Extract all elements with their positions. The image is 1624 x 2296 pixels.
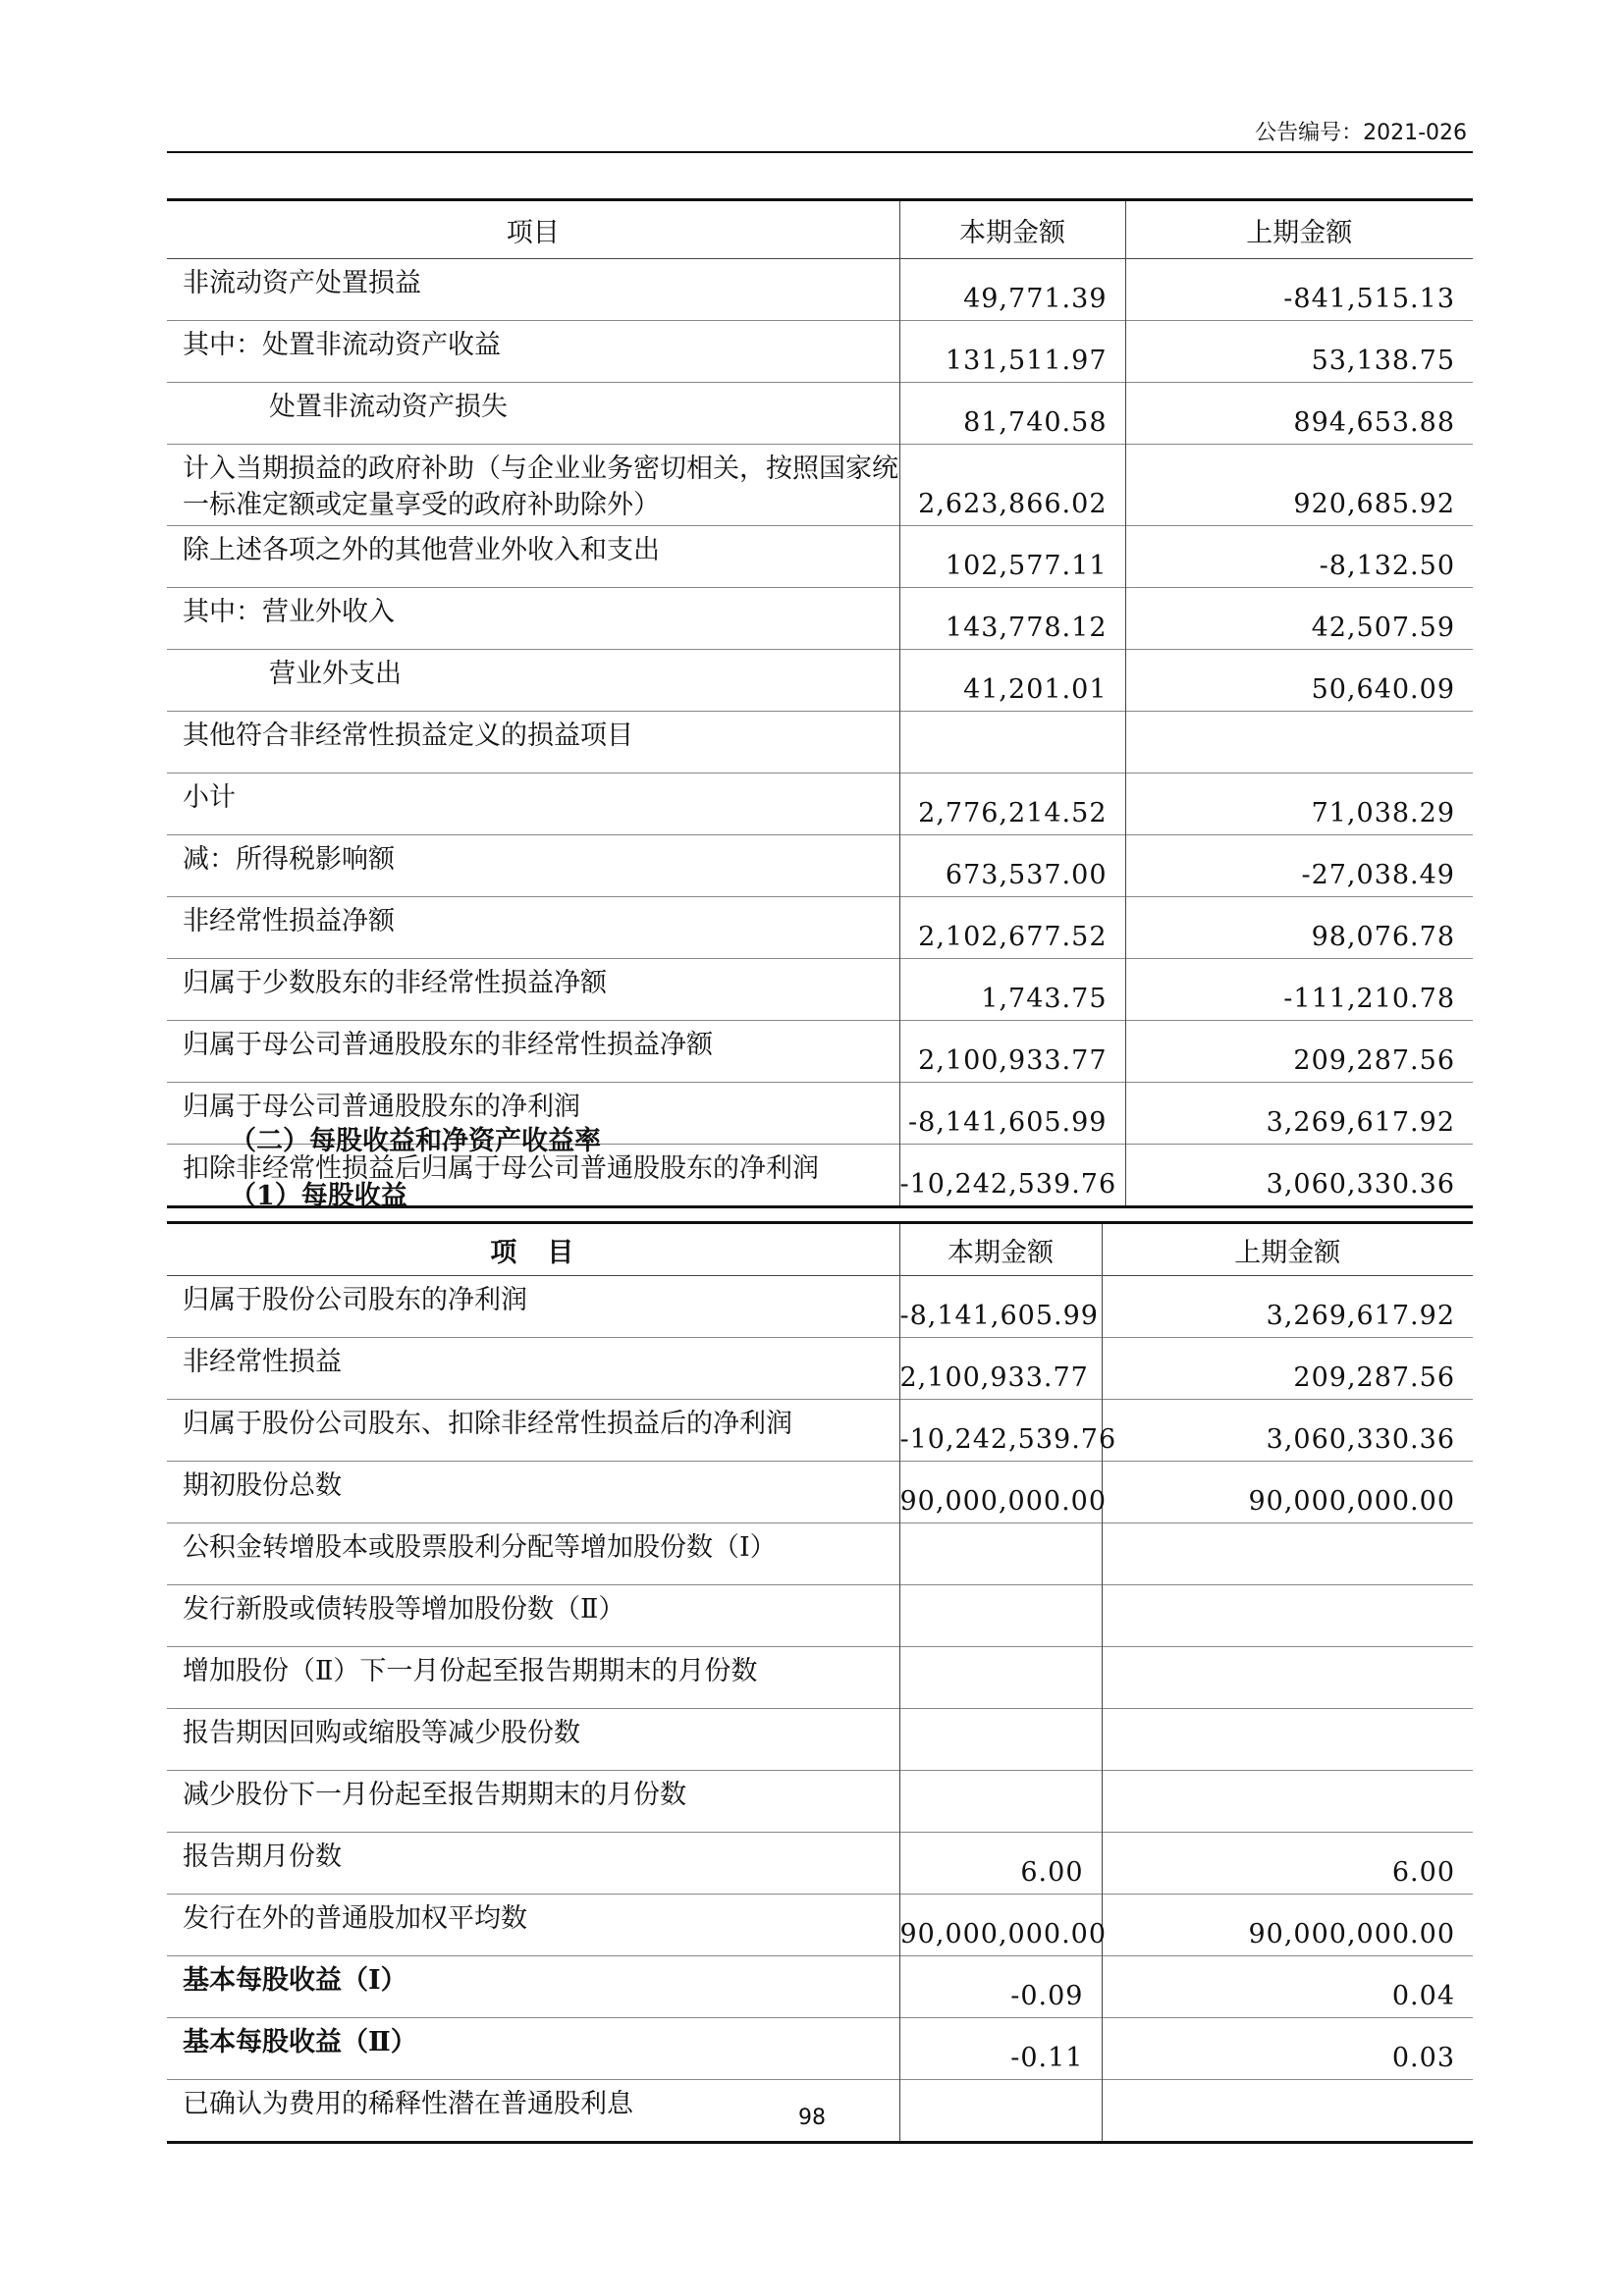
row-label: 其中：处置非流动资产收益 xyxy=(167,321,899,383)
column-header-prior: 上期金额 xyxy=(1102,1223,1473,1276)
prior-amount xyxy=(1102,1771,1473,1833)
prior-amount xyxy=(1125,712,1473,774)
column-header-current: 本期金额 xyxy=(899,200,1125,259)
prior-amount: 90,000,000.00 xyxy=(1102,1895,1473,1956)
table-row xyxy=(167,1338,1473,1400)
current-amount: 49,771.39 xyxy=(899,259,1125,321)
table-row xyxy=(167,959,1473,1021)
table-row xyxy=(167,1523,1473,1585)
row-label: 归属于少数股东的非经常性损益净额 xyxy=(167,959,899,1021)
table-header-row xyxy=(167,1223,1473,1276)
row-label: 基本每股收益（Ⅱ） xyxy=(167,2018,899,2080)
table-row xyxy=(167,445,1473,526)
prior-amount xyxy=(1102,1585,1473,1647)
current-amount xyxy=(899,1585,1102,1647)
prior-amount: -8,132.50 xyxy=(1125,526,1473,588)
table-row xyxy=(167,1895,1473,1956)
current-amount: 2,776,214.52 xyxy=(899,774,1125,835)
prior-amount: 3,269,617.92 xyxy=(1102,1276,1473,1338)
current-amount: -8,141,605.99 xyxy=(899,1276,1102,1338)
row-label: 营业外支出 xyxy=(167,650,899,712)
current-amount: 1,743.75 xyxy=(899,959,1125,1021)
prior-amount xyxy=(1102,1523,1473,1585)
current-amount: -8,141,605.99 xyxy=(899,1083,1125,1145)
current-amount: -0.11 xyxy=(899,2018,1102,2080)
current-amount: -10,242,539.76 xyxy=(899,1400,1102,1462)
table-row xyxy=(167,1585,1473,1647)
prior-amount: 3,269,617.92 xyxy=(1125,1083,1473,1145)
current-amount: 2,623,866.02 xyxy=(899,445,1125,526)
current-amount xyxy=(899,712,1125,774)
table-row xyxy=(167,1276,1473,1338)
row-label: 其中：营业外收入 xyxy=(167,588,899,650)
row-label: 减少股份下一月份起至报告期期末的月份数 xyxy=(167,1771,899,1833)
earnings-per-share-table xyxy=(167,1221,1473,2144)
prior-amount: 3,060,330.36 xyxy=(1125,1145,1473,1207)
row-label: 报告期月份数 xyxy=(167,1833,899,1895)
row-label: 除上述各项之外的其他营业外收入和支出 xyxy=(167,526,899,588)
page-header xyxy=(167,116,1473,153)
prior-amount xyxy=(1102,1647,1473,1709)
current-amount xyxy=(899,1523,1102,1585)
table-row xyxy=(167,1956,1473,2018)
prior-amount: 71,038.29 xyxy=(1125,774,1473,835)
row-label: 计入当期损益的政府补助（与企业业务密切相关，按照国家统一标准定额或定量享受的政府补助除外） xyxy=(167,445,899,526)
prior-amount: 0.03 xyxy=(1102,2018,1473,2080)
prior-amount: 209,287.56 xyxy=(1102,1338,1473,1400)
row-label: 非流动资产处置损益 xyxy=(167,259,899,321)
current-amount: 90,000,000.00 xyxy=(899,1462,1102,1523)
prior-amount: -27,038.49 xyxy=(1125,835,1473,897)
prior-amount: -841,515.13 xyxy=(1125,259,1473,321)
current-amount: 2,100,933.77 xyxy=(899,1338,1102,1400)
column-header-item: 项目 xyxy=(167,200,899,259)
column-header-item: 项 目 xyxy=(167,1223,899,1276)
table-row xyxy=(167,2018,1473,2080)
current-amount xyxy=(899,1709,1102,1771)
prior-amount: 3,060,330.36 xyxy=(1102,1400,1473,1462)
subsection-heading: （1）每股收益 xyxy=(230,1181,407,1211)
current-amount xyxy=(899,1771,1102,1833)
row-label: 基本每股收益（Ⅰ） xyxy=(167,1956,899,2018)
prior-amount: 50,640.09 xyxy=(1125,650,1473,712)
table-row xyxy=(167,383,1473,445)
row-label: 发行在外的普通股加权平均数 xyxy=(167,1895,899,1956)
row-label: 公积金转增股本或股票股利分配等增加股份数（Ⅰ） xyxy=(167,1523,899,1585)
table-row xyxy=(167,1021,1473,1083)
row-label: 归属于母公司普通股股东的净利润 xyxy=(167,1083,899,1145)
prior-amount: 90,000,000.00 xyxy=(1102,1462,1473,1523)
table-row xyxy=(167,321,1473,383)
row-label: 非经常性损益净额 xyxy=(167,897,899,959)
row-label: 处置非流动资产损失 xyxy=(167,383,899,445)
prior-amount: 894,653.88 xyxy=(1125,383,1473,445)
row-label: 其他符合非经常性损益定义的损益项目 xyxy=(167,712,899,774)
column-header-prior: 上期金额 xyxy=(1125,200,1473,259)
prior-amount: 98,076.78 xyxy=(1125,897,1473,959)
current-amount: 131,511.97 xyxy=(899,321,1125,383)
row-label: 报告期因回购或缩股等减少股份数 xyxy=(167,1709,899,1771)
table-row xyxy=(167,1462,1473,1523)
non-recurring-items-table xyxy=(167,198,1473,1208)
prior-amount: 0.04 xyxy=(1102,1956,1473,2018)
row-label: 归属于股份公司股东的净利润 xyxy=(167,1276,899,1338)
row-label: 扣除非经常性损益后归属于母公司普通股股东的净利润 xyxy=(167,1145,899,1207)
current-amount xyxy=(899,1647,1102,1709)
current-amount: 2,102,677.52 xyxy=(899,897,1125,959)
prior-amount: 53,138.75 xyxy=(1125,321,1473,383)
current-amount: 143,778.12 xyxy=(899,588,1125,650)
table-header-row xyxy=(167,200,1473,259)
row-label: 发行新股或债转股等增加股份数（Ⅱ） xyxy=(167,1585,899,1647)
table-row xyxy=(167,1771,1473,1833)
table-row xyxy=(167,712,1473,774)
section-heading: （二）每股收益和净资产收益率 xyxy=(230,1126,601,1156)
prior-amount: 209,287.56 xyxy=(1125,1021,1473,1083)
current-amount: -0.09 xyxy=(899,1956,1102,2018)
current-amount: 673,537.00 xyxy=(899,835,1125,897)
current-amount: 2,100,933.77 xyxy=(899,1021,1125,1083)
table-row xyxy=(167,526,1473,588)
row-label: 减：所得税影响额 xyxy=(167,835,899,897)
current-amount: 41,201.01 xyxy=(899,650,1125,712)
current-amount: 6.00 xyxy=(899,1833,1102,1895)
table-row xyxy=(167,774,1473,835)
row-label: 期初股份总数 xyxy=(167,1462,899,1523)
row-label: 非经常性损益 xyxy=(167,1338,899,1400)
prior-amount xyxy=(1102,1709,1473,1771)
table-row xyxy=(167,1833,1473,1895)
prior-amount: 920,685.92 xyxy=(1125,445,1473,526)
page-number: 98 xyxy=(798,2106,826,2130)
current-amount: 90,000,000.00 xyxy=(899,1895,1102,1956)
announcement-number: 公告编号：2021-026 xyxy=(1255,121,1467,145)
current-amount: -10,242,539.76 xyxy=(899,1145,1125,1207)
row-label: 已确认为费用的稀释性潜在普通股利息 xyxy=(167,2080,899,2143)
table-row xyxy=(167,835,1473,897)
column-header-current: 本期金额 xyxy=(899,1223,1102,1276)
prior-amount: 42,507.59 xyxy=(1125,588,1473,650)
row-label: 小计 xyxy=(167,774,899,835)
table-row xyxy=(167,650,1473,712)
table-row xyxy=(167,259,1473,321)
prior-amount: 6.00 xyxy=(1102,1833,1473,1895)
row-label: 归属于母公司普通股股东的非经常性损益净额 xyxy=(167,1021,899,1083)
table-row xyxy=(167,1647,1473,1709)
row-label: 增加股份（Ⅱ）下一月份起至报告期期末的月份数 xyxy=(167,1647,899,1709)
prior-amount: -111,210.78 xyxy=(1125,959,1473,1021)
current-amount: 102,577.11 xyxy=(899,526,1125,588)
table-row xyxy=(167,588,1473,650)
current-amount: 81,740.58 xyxy=(899,383,1125,445)
table-row xyxy=(167,1400,1473,1462)
table-row xyxy=(167,1709,1473,1771)
table-row xyxy=(167,897,1473,959)
row-label: 归属于股份公司股东、扣除非经常性损益后的净利润 xyxy=(167,1400,899,1462)
